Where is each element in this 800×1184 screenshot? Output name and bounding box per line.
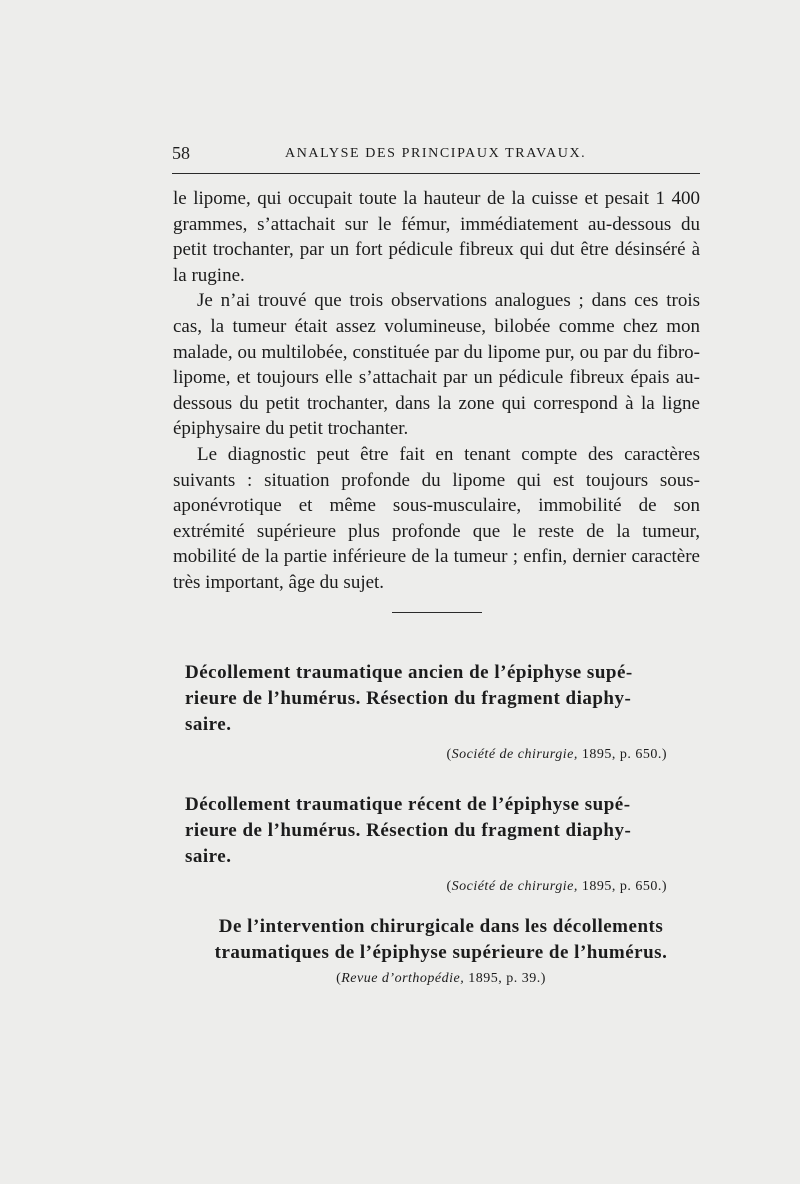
page-header [172, 143, 700, 167]
page-number: 58 [172, 143, 190, 163]
entry-title [185, 660, 697, 738]
citation-details: 1895, p. 650. [581, 879, 662, 894]
header-rule [172, 173, 700, 174]
entry-title-line: De l’intervention chirurgicale dans les décollements [218, 916, 664, 937]
bibliography-entry [185, 792, 697, 896]
paragraph: le lipome, qui occupait toute la hauteur de la cuisse et pesait 1 400 grammes, s’attachait sur le fémur, immédiatement au-dessous du petit trochanter, par un fort pédicule fibreux qui dut être désinséré à la rugine. [173, 188, 700, 286]
section-divider [392, 612, 482, 613]
entry-citation: (Revue d’orthopédie, 1895, p. 39.) [336, 971, 546, 986]
entry-citation: (Société de chirurgie, 1895, p. 650.) [446, 747, 667, 762]
paragraph: Le diagnostic peut être fait en tenant compte des caractères suivants : situation profonde du lipome qui est toujours sous-aponévrotique et même sous-musculaire, immobilité de son extrémité supérieure plus profonde que le reste de la tumeur, mobilité de la partie inférieure de la tumeur ; enfin, dernier caractère très important, âge du sujet. [173, 443, 700, 593]
bibliography-entry [185, 660, 697, 764]
entry-title-line: traumatiques de l’épiphyse supérieure de l’humérus. [214, 942, 668, 963]
entry-title-line: Décollement traumatique récent de l’épiphyse supé- [185, 794, 631, 815]
entry-title-line: rieure de l’humérus. Résection du fragment diaphy- [185, 688, 632, 709]
entry-citation: (Société de chirurgie, 1895, p. 650.) [446, 879, 667, 894]
bibliography-entry [185, 914, 697, 988]
citation-details: 1895, p. 650. [581, 747, 662, 762]
entry-title-line: Décollement traumatique ancien de l’épiphyse supé- [185, 662, 633, 683]
citation-source: Revue d’orthopédie, [341, 971, 465, 986]
running-head: ANALYSE DES PRINCIPAUX TRAVAUX. [285, 146, 587, 161]
entry-title [185, 792, 697, 870]
citation-source: Société de chirurgie, [451, 879, 578, 894]
citation-source: Société de chirurgie, [451, 747, 578, 762]
entry-title [185, 914, 697, 966]
entry-title-line: saire. [185, 846, 232, 867]
body-text [173, 186, 700, 596]
entry-title-line: rieure de l’humérus. Résection du fragment diaphy- [185, 820, 632, 841]
citation-details: 1895, p. 39. [468, 971, 541, 986]
entry-title-line: saire. [185, 714, 232, 735]
paragraph: Je n’ai trouvé que trois observations analogues ; dans ces trois cas, la tumeur était assez volumineuse, bilobée comme chez mon malade, ou multilobée, constituée par du lipome pur, ou par du fibro-lipome, et toujours elle s’attachait par un pédicule fibreux épais au-dessous du petit trochanter, dans la zone qui correspond à la ligne épiphysaire du petit trochanter. [173, 290, 700, 440]
